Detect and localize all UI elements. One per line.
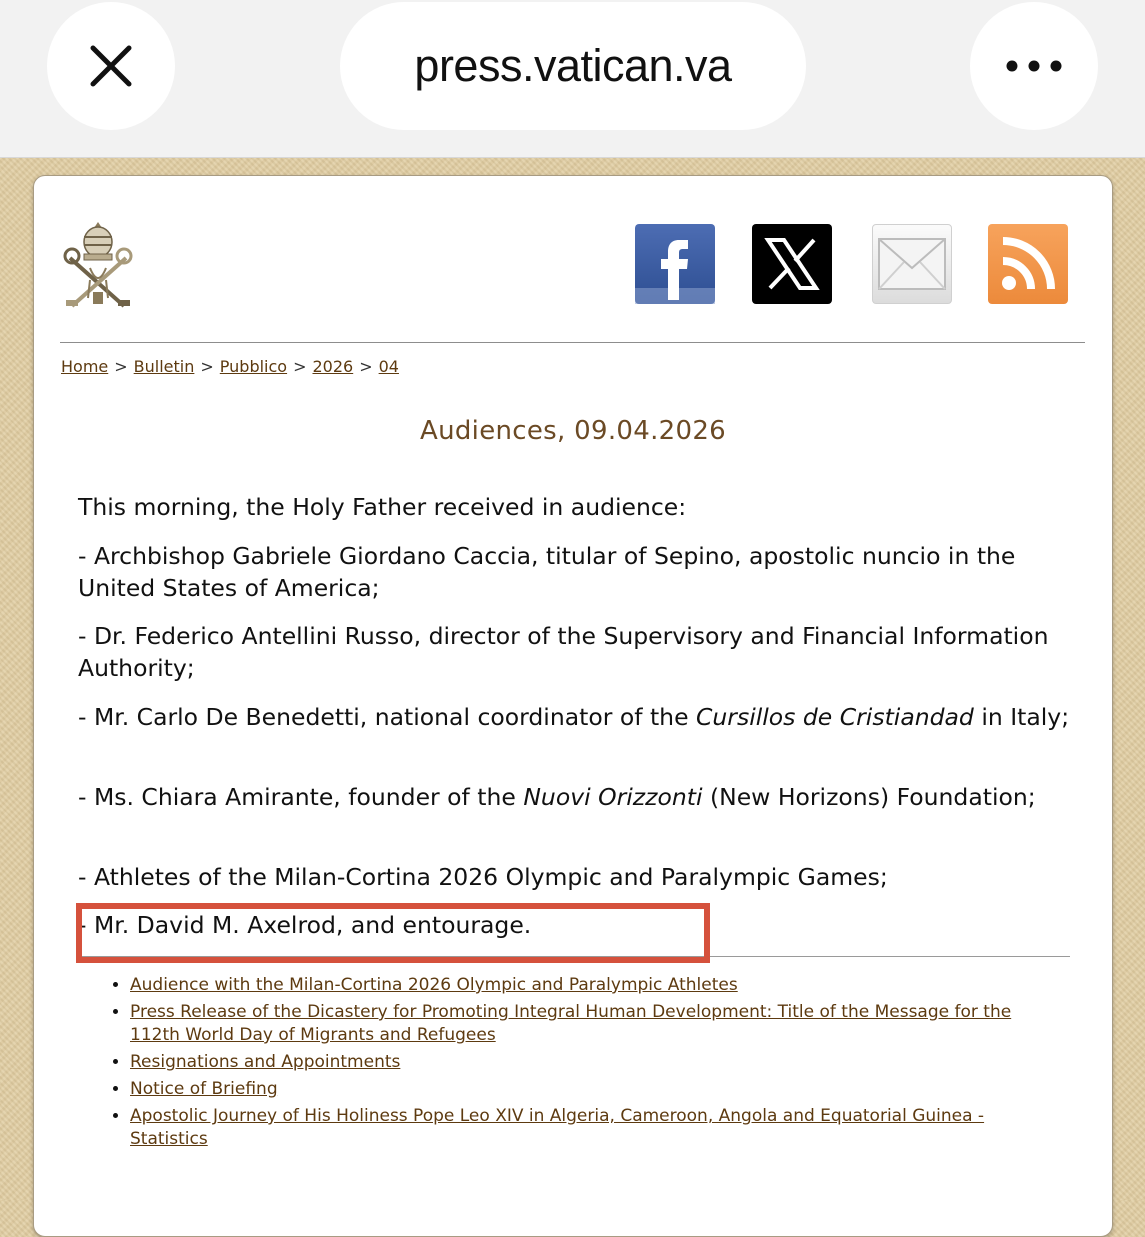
audience-item-amirante (78, 781, 1078, 813)
facebook-share-button[interactable] (635, 224, 715, 304)
audience-item-antellini-russo: - Dr. Federico Antellini Russo, director of the Supervisory and Financial Information Authority; (78, 622, 1049, 682)
related-link[interactable]: Apostolic Journey of His Holiness Pope Leo XIV in Algeria, Cameroon, Angola and Equatorial Guinea - Statistics (130, 1106, 985, 1149)
url-bar[interactable] (340, 2, 806, 130)
audience-text: - Mr. Carlo De Benedetti, national coordinator of the (78, 703, 696, 731)
close-button[interactable] (47, 2, 175, 130)
rss-icon (997, 233, 1059, 295)
related-link[interactable]: Resignations and Appointments (130, 1052, 401, 1072)
organization-name: Nuovi Orizzonti (523, 783, 703, 811)
audience-item-caccia: - Archbishop Gabriele Giordano Caccia, titular of Sepino, apostolic nuncio in the United States of America; (78, 542, 1016, 602)
related-links-list (104, 974, 1060, 1155)
breadcrumb-separator: > (293, 357, 307, 376)
audience-text: - Ms. Chiara Amirante, founder of the (78, 783, 524, 811)
related-link[interactable]: Press Release of the Dicastery for Promoting Integral Human Development: Title of the Message for the 112th World Day of Migrants and Refugees (130, 1002, 1012, 1045)
related-link[interactable]: Audience with the Milan-Cortina 2026 Olympic and Paralympic Athletes (130, 975, 738, 995)
list-item (130, 974, 1060, 997)
audience-item-axelrod: - Mr. David M. Axelrod, and entourage. (78, 911, 532, 939)
audience-text: in Italy; (973, 703, 1070, 731)
more-button[interactable] (970, 2, 1098, 130)
url-text: press.vatican.va (414, 40, 732, 91)
email-share-button[interactable] (872, 224, 952, 304)
breadcrumb-separator: > (359, 357, 373, 376)
close-icon (89, 44, 133, 88)
list-item (130, 1105, 1060, 1151)
rss-feed-button[interactable] (988, 224, 1068, 304)
breadcrumb (61, 357, 399, 376)
list-item (130, 1001, 1060, 1047)
audience-item-de-benedetti (78, 701, 1078, 733)
highlight-box (76, 903, 710, 963)
email-icon (876, 236, 948, 292)
page-card (33, 175, 1113, 1237)
papal-coat-of-arms-logo[interactable] (60, 218, 136, 314)
header-divider (60, 342, 1085, 343)
breadcrumb-separator: > (200, 357, 214, 376)
x-icon (760, 232, 824, 296)
x-share-button[interactable] (752, 224, 832, 304)
page-title: Audiences, 09.04.2026 (420, 416, 726, 446)
audience-item-athletes: - Athletes of the Milan-Cortina 2026 Olympic and Paralympic Games; (78, 863, 888, 891)
breadcrumb-pubblico-link[interactable]: Pubblico (219, 357, 288, 376)
breadcrumb-month-link[interactable]: 04 (378, 357, 399, 376)
browser-toolbar (0, 0, 1145, 158)
breadcrumb-separator: > (114, 357, 128, 376)
breadcrumb-home-link[interactable]: Home (61, 357, 109, 376)
audience-text: (New Horizons) Foundation; (702, 783, 1036, 811)
facebook-icon (635, 224, 715, 304)
intro-paragraph: This morning, the Holy Father received in audience: (78, 493, 687, 521)
breadcrumb-year-link[interactable]: 2026 (312, 357, 354, 376)
organization-name: Cursillos de Cristiandad (696, 703, 974, 731)
list-item (130, 1078, 1060, 1101)
related-link[interactable]: Notice of Briefing (130, 1079, 278, 1099)
more-icon (1004, 59, 1064, 73)
breadcrumb-bulletin-link[interactable]: Bulletin (133, 357, 195, 376)
list-item (130, 1051, 1060, 1074)
